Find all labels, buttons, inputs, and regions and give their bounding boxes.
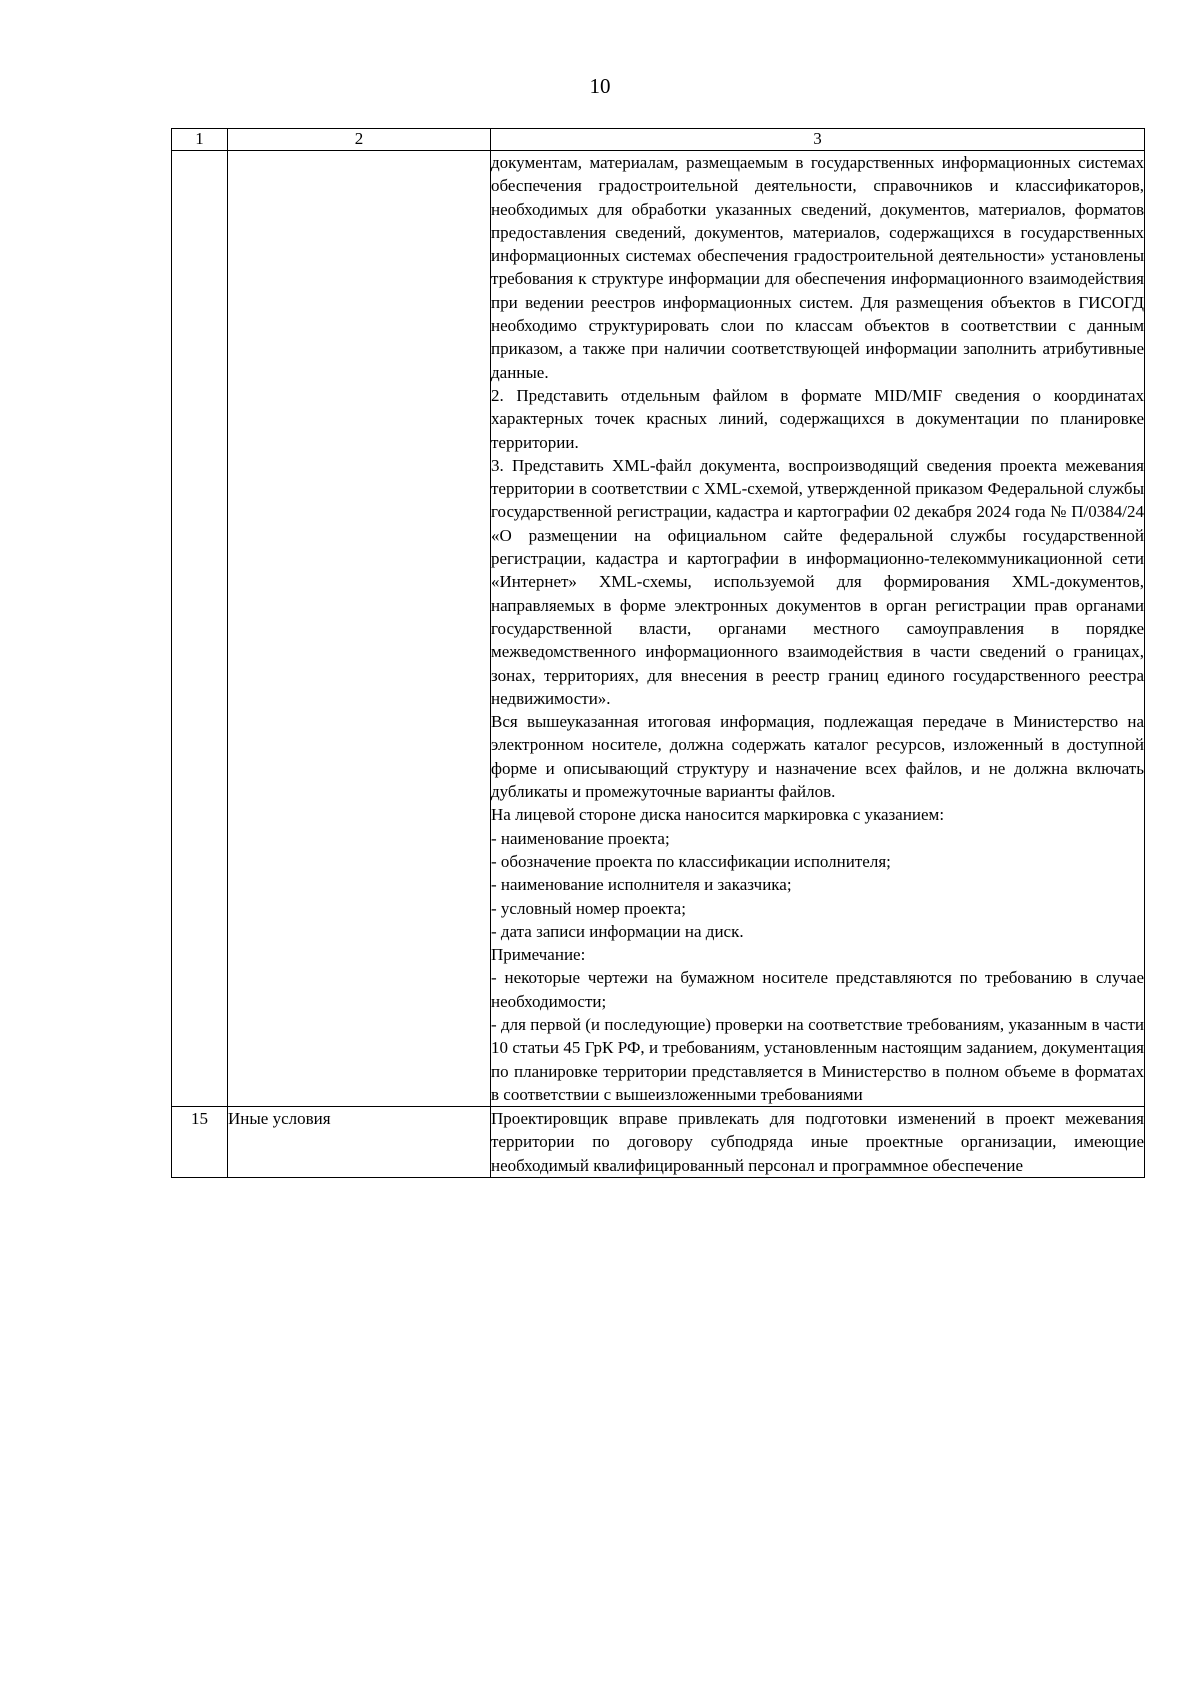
header-col-3: 3: [491, 129, 1145, 151]
marking-list-item: - наименование проекта;: [491, 828, 670, 848]
continued-row-requirements: [491, 151, 1145, 1107]
marking-list-item: - дата записи информации на диск.: [491, 921, 744, 941]
continued-row-number: [172, 151, 228, 1107]
note-list-item: - для первой (и последующие) проверки на соответствие требованиям, указанным в части 10 статьи 45 ГрК РФ, и требованиям, установленным настоящим заданием, документация по планировке территории представляется в Министерство в полном объеме в форматах в соответствии с вышеизложенными требованиями: [491, 1014, 1144, 1104]
table-row-continued: [172, 151, 1145, 1107]
note-list-item: - некоторые чертежи на бумажном носителе представляются по требованию в случае необходимости;: [491, 968, 1144, 1011]
requirements-table: [171, 128, 1145, 1178]
paragraph-final-info: Вся вышеуказанная итоговая информация, подлежащая передаче в Министерство на электронном носителе, должна содержать каталог ресурсов, изложенный в доступной форме и описывающий структуру и назначение всех файлов, и не должна включать дубликаты и промежуточные варианты файлов.: [491, 712, 1144, 802]
row-15-number: 15: [172, 1107, 228, 1178]
marking-list-item: - обозначение проекта по классификации исполнителя;: [491, 851, 891, 871]
row-15-requirements: [491, 1107, 1145, 1178]
paragraph-gisogd-structure: документам, материалам, размещаемым в государственных информационных системах обеспечения градостроительной деятельности, справочников и классификаторов, необходимых для обработки указанных сведений, документов, материалов, форматов предоставления сведений, документов, материалов, содержащихся в государственных информационных системах обеспечения градостроительной деятельности» установлены требования к структуре информации для обеспечения информационного взаимодействия при ведении реестров информационных систем. Для размещения объектов в ГИСОГД необходимо структурировать слои по классам объектов в соответствии с данным приказом, а также при наличии соответствующей информации заполнить атрибутивные данные.: [491, 153, 1144, 382]
header-col-1: 1: [172, 129, 228, 151]
paragraph-xml-file: 3. Представить XML-файл документа, воспроизводящий сведения проекта межевания территории в соответствии с XML-схемой, утвержденной приказом Федеральной службы государственной регистрации, кадастра и картографии 02 декабря 2024 года № П/0384/24 «О размещении на официальном сайте федеральной службы государственной регистрации, кадастра и картографии в информационно-телекоммуникационной сети «Интернет» XML-схемы, используемой для формирования XML-документов, направляемых в форме электронных документов в орган регистрации прав органами государственной власти, органами местного самоуправления в порядке межведомственного информационного взаимодействия в части сведений о границах, зонах, территориях, для внесения в реестр границ единого государственного реестра недвижимости».: [491, 455, 1144, 708]
row-15-condition: Иные условия: [228, 1107, 491, 1178]
row-15-text: Проектировщик вправе привлекать для подготовки изменений в проект межевания территории по договору субподряда иные проектные организации, имеющие необходимый квалифицированный персонал и программное обеспечение: [491, 1109, 1144, 1175]
table-row-15: [172, 1107, 1145, 1178]
page-number: 10: [589, 74, 611, 98]
note-title: Примечание:: [491, 945, 586, 965]
paragraph-mid-mif: 2. Представить отдельным файлом в формате MID/MIF сведения о координатах характерных точек красных линий, содержащихся в документации по планировке территории.: [491, 385, 1144, 452]
continued-row-condition: [228, 151, 491, 1107]
marking-list-item: - наименование исполнителя и заказчика;: [491, 875, 792, 895]
paragraph-disk-marking: На лицевой стороне диска наносится маркировка с указанием:: [491, 805, 945, 825]
marking-list-item: - условный номер проекта;: [491, 898, 686, 918]
header-col-2: 2: [228, 129, 491, 151]
table-header-row: [172, 129, 1145, 151]
